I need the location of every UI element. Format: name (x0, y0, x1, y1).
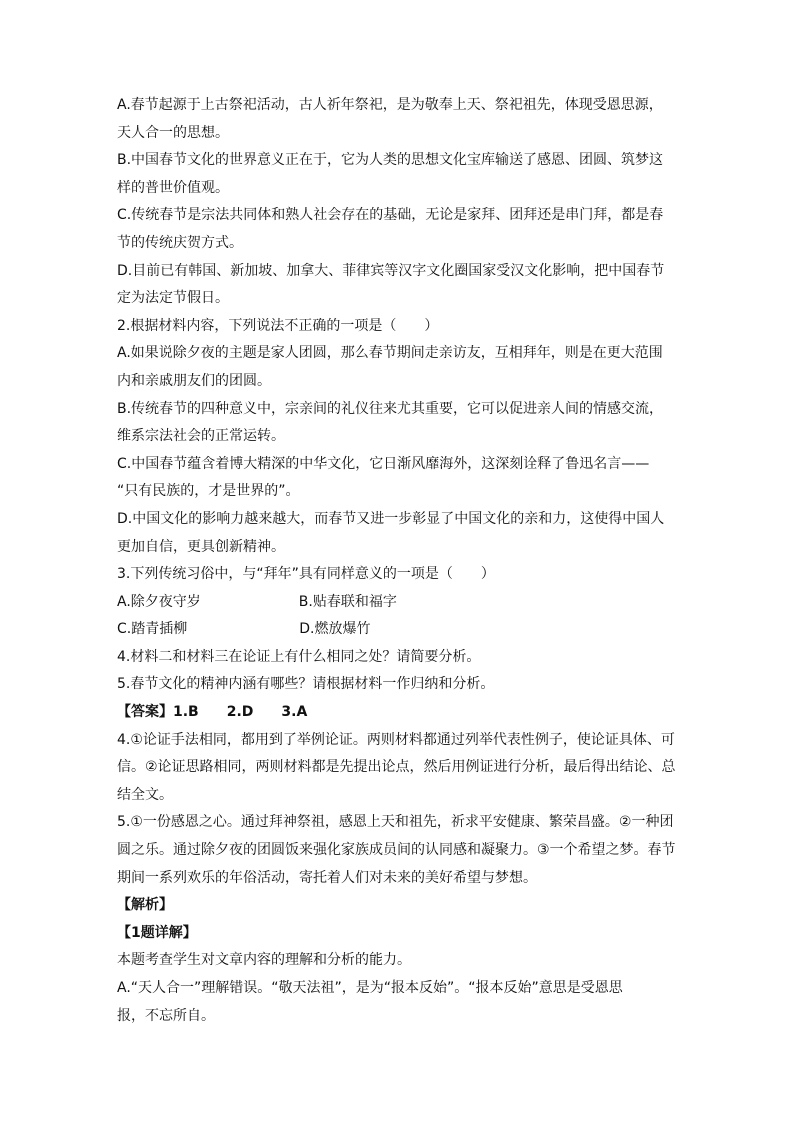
text-line: 【答案】1.B 2.D 3.A (117, 704, 308, 721)
text-line: A.如果说除夕夜的主题是家人团圆，那么春节期间走亲访友，互相拜年，则是在更大范围 (117, 345, 663, 362)
text-line: B.中国春节文化的世界意义正在于，它为人类的思想文化宝库输送了感恩、团圆、筑梦这 (117, 152, 664, 169)
text-line: 内和亲戚朋友们的团圆。 (117, 372, 271, 389)
text-line: 结全文。 (117, 786, 173, 803)
text-line: 期间一系列欢乐的年俗活动，寄托着人们对未来的美好希望与梦想。 (117, 869, 537, 886)
text-line: D.目前已有韩国、新加坡、加拿大、菲律宾等汉字文化圈国家受汉文化影响，把中国春节 (117, 262, 665, 279)
text-line: 报，不忘所自。 (117, 1007, 215, 1024)
text-line: C.踏青插柳 D.燃放爆竹 (117, 621, 371, 638)
text-line: D.中国文化的影响力越来越大，而春节又进一步彰显了中国文化的亲和力，这使得中国人 (117, 510, 665, 527)
text-line: 2.根据材料内容，下列说法不正确的一项是（ ） (117, 317, 439, 334)
text-line: 3.下列传统习俗中，与“拜年”具有同样意义的一项是（ ） (117, 566, 495, 583)
text-line: 4.材料二和材料三在论证上有什么相同之处？请简要分析。 (117, 648, 481, 665)
text-line: 更加自信，更具创新精神。 (117, 538, 285, 555)
text-line: 【1题详解】 (117, 924, 197, 941)
text-line: 圆之乐。通过除夕夜的团圆饭来强化家族成员间的认同感和凝聚力。③一个希望之梦。春节 (117, 842, 676, 859)
text-line: 信。②论证思路相同，两则材料都是先提出论点，然后用例证进行分析，最后得出结论、总 (117, 759, 676, 776)
text-line: 样的普世价值观。 (117, 179, 229, 196)
text-line: A.“天人合一”理解错误。“敬天法祖”，是为“报本反始”。“报本反始”意思是受恩思 (117, 980, 623, 996)
text-line: “只有民族的，才是世界的”。 (117, 483, 300, 500)
text-line: 维系宗法社会的正常运转。 (117, 428, 285, 445)
text-line: 【解析】 (117, 897, 173, 914)
text-line: 节的传统庆贺方式。 (117, 234, 243, 251)
text-line: B.传统春节的四种意义中，宗亲间的礼仪往来尤其重要，它可以促进亲人间的情感交流， (117, 400, 664, 417)
text-line: 5.①一份感恩之心。通过拜神祭祖，感恩上天和祖先，祈求平安健康、繁荣昌盛。②一种团 (117, 814, 674, 831)
text-line: A.除夕夜守岁 B.贴春联和福字 (117, 593, 397, 610)
text-line: 本题考查学生对文章内容的理解和分析的能力。 (117, 952, 411, 969)
text-line: C.中国春节蕴含着博大精深的中华文化，它日渐风靡海外，这深刻诠释了鲁迅名言—— (117, 455, 650, 472)
text-line: A.春节起源于上古祭祀活动，古人祈年祭祀，是为敬奉上天、祭祀祖先，体现受恩思源， (117, 97, 663, 113)
text-line: 定为法定节假日。 (117, 290, 229, 307)
text-line: 天人合一的思想。 (117, 124, 229, 141)
text-line: 4.①论证手法相同，都用到了举例论证。两则材料都通过列举代表性例子，使论证具体、可 (117, 731, 675, 748)
text-line: C.传统春节是宗法共同体和熟人社会存在的基础，无论是家拜、团拜还是串门拜，都是春 (117, 207, 664, 224)
text-line: 5.春节文化的精神内涵有哪些？请根据材料一作归纳和分析。 (117, 676, 495, 693)
document-body (117, 92, 682, 1030)
